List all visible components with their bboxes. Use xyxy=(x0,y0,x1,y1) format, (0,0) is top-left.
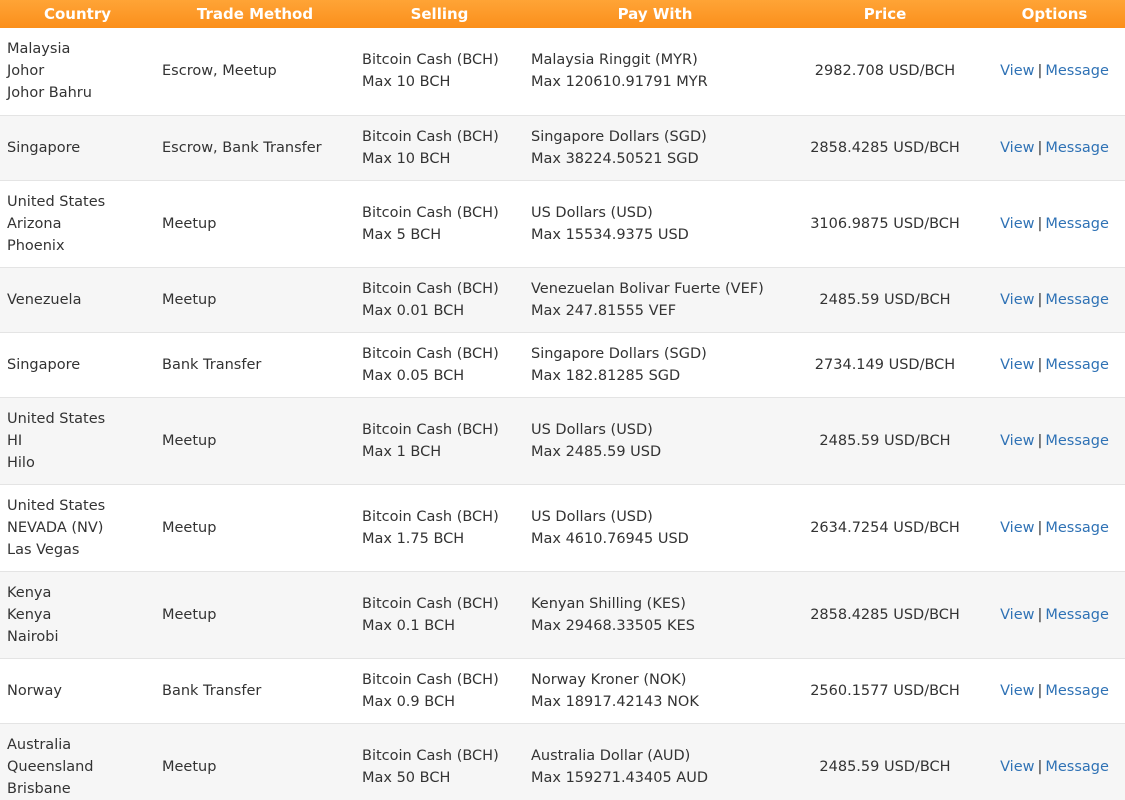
pay-with-cell-line: Max 38224.50521 SGD xyxy=(531,150,699,167)
table-row xyxy=(0,332,1125,397)
trade-method-cell: Escrow, Bank Transfer xyxy=(155,115,355,180)
price-cell: 3106.9875 USD/BCH xyxy=(786,180,984,267)
link-separator: | xyxy=(1037,139,1043,156)
options-cell xyxy=(984,28,1125,115)
pay-with-cell-line: Singapore Dollars (SGD) xyxy=(531,345,707,362)
table-row xyxy=(0,28,1125,115)
selling-cell-line: Bitcoin Cash (BCH) xyxy=(362,128,499,145)
selling-cell-line: Bitcoin Cash (BCH) xyxy=(362,421,499,438)
selling-cell xyxy=(355,484,524,571)
table-row xyxy=(0,658,1125,723)
selling-cell xyxy=(355,723,524,800)
link-separator: | xyxy=(1037,682,1043,699)
price-cell: 2485.59 USD/BCH xyxy=(786,267,984,332)
trade-method-cell: Bank Transfer xyxy=(155,658,355,723)
selling-cell-line: Bitcoin Cash (BCH) xyxy=(362,595,499,612)
view-link[interactable]: View xyxy=(1000,63,1035,80)
country-cell-line: United States xyxy=(7,497,106,514)
pay-with-cell-line: Norway Kroner (NOK) xyxy=(531,671,687,688)
pay-with-cell-line: Max 4610.76945 USD xyxy=(531,530,689,547)
price-cell: 2560.1577 USD/BCH xyxy=(786,658,984,723)
selling-cell-line: Bitcoin Cash (BCH) xyxy=(362,747,499,764)
message-link[interactable]: Message xyxy=(1045,291,1109,308)
pay-with-cell xyxy=(524,658,786,723)
country-cell xyxy=(0,484,155,571)
view-link[interactable]: View xyxy=(1000,432,1035,449)
pay-with-cell xyxy=(524,723,786,800)
trade-method-cell: Bank Transfer xyxy=(155,332,355,397)
country-cell-line: Arizona xyxy=(7,215,62,232)
column-header-options: Options xyxy=(1021,5,1088,23)
pay-with-cell-line: Max 15534.9375 USD xyxy=(531,226,689,243)
country-cell-line: Las Vegas xyxy=(7,541,80,558)
pay-with-cell-line: US Dollars (USD) xyxy=(531,204,653,221)
message-link[interactable]: Message xyxy=(1045,758,1109,775)
selling-cell xyxy=(355,115,524,180)
message-link[interactable]: Message xyxy=(1045,139,1109,156)
trade-method-cell: Meetup xyxy=(155,267,355,332)
selling-cell-line: Bitcoin Cash (BCH) xyxy=(362,280,499,297)
link-separator: | xyxy=(1037,606,1043,623)
country-cell xyxy=(0,397,155,484)
selling-cell-line: Bitcoin Cash (BCH) xyxy=(362,671,499,688)
column-header-price: Price xyxy=(863,5,907,23)
message-link[interactable]: Message xyxy=(1045,356,1109,373)
options-cell xyxy=(984,484,1125,571)
country-cell xyxy=(0,28,155,115)
country-cell-line: Kenya xyxy=(7,584,52,601)
price-cell: 2734.149 USD/BCH xyxy=(786,332,984,397)
table-row xyxy=(0,397,1125,484)
country-cell-line: United States xyxy=(7,410,106,427)
selling-cell xyxy=(355,571,524,658)
country-cell-line: Singapore xyxy=(7,139,81,156)
country-cell-line: HI xyxy=(7,432,23,449)
options-cell xyxy=(984,267,1125,332)
view-link[interactable]: View xyxy=(1000,519,1035,536)
options-cell xyxy=(984,397,1125,484)
link-separator: | xyxy=(1037,215,1043,232)
message-link[interactable]: Message xyxy=(1045,63,1109,80)
trade-method-cell: Meetup xyxy=(155,397,355,484)
country-cell-line: Queensland xyxy=(7,758,94,775)
column-header-country: Country xyxy=(43,5,112,23)
view-link[interactable]: View xyxy=(1000,291,1035,308)
pay-with-cell-line: Max 18917.42143 NOK xyxy=(531,693,699,710)
table-header xyxy=(0,0,1125,28)
trade-method-cell: Meetup xyxy=(155,571,355,658)
view-link[interactable]: View xyxy=(1000,606,1035,623)
table-row xyxy=(0,723,1125,800)
country-cell xyxy=(0,723,155,800)
selling-cell-line: Bitcoin Cash (BCH) xyxy=(362,52,499,69)
price-cell: 2982.708 USD/BCH xyxy=(786,28,984,115)
options-cell xyxy=(984,332,1125,397)
link-separator: | xyxy=(1037,519,1043,536)
pay-with-cell xyxy=(524,115,786,180)
country-cell xyxy=(0,571,155,658)
selling-cell xyxy=(355,180,524,267)
pay-with-cell xyxy=(524,28,786,115)
table-row xyxy=(0,115,1125,180)
link-separator: | xyxy=(1037,356,1043,373)
column-header-trade-method: Trade Method xyxy=(196,5,314,23)
trade-method-cell: Meetup xyxy=(155,484,355,571)
selling-cell-line: Max 1.75 BCH xyxy=(362,530,465,547)
selling-cell-line: Max 0.9 BCH xyxy=(362,693,455,710)
pay-with-cell-line: Max 2485.59 USD xyxy=(531,443,662,460)
table-row xyxy=(0,484,1125,571)
selling-cell-line: Max 0.05 BCH xyxy=(362,367,465,384)
message-link[interactable]: Message xyxy=(1045,519,1109,536)
pay-with-cell-line: US Dollars (USD) xyxy=(531,421,653,438)
price-cell: 2634.7254 USD/BCH xyxy=(786,484,984,571)
pay-with-cell xyxy=(524,484,786,571)
selling-cell xyxy=(355,28,524,115)
pay-with-cell-line: US Dollars (USD) xyxy=(531,508,653,525)
country-cell-line: Norway xyxy=(7,682,63,699)
options-cell xyxy=(984,180,1125,267)
link-separator: | xyxy=(1037,432,1043,449)
pay-with-cell-line: Max 247.81555 VEF xyxy=(531,302,677,319)
message-link[interactable]: Message xyxy=(1045,432,1109,449)
selling-cell-line: Max 1 BCH xyxy=(362,443,442,460)
selling-cell xyxy=(355,658,524,723)
message-link[interactable]: Message xyxy=(1045,606,1109,623)
selling-cell-line: Bitcoin Cash (BCH) xyxy=(362,508,499,525)
country-cell-line: Venezuela xyxy=(7,291,82,308)
country-cell-line: Phoenix xyxy=(7,237,65,254)
selling-cell-line: Max 5 BCH xyxy=(362,226,442,243)
view-link[interactable]: View xyxy=(1000,758,1035,775)
table-row xyxy=(0,571,1125,658)
pay-with-cell-line: Max 29468.33505 KES xyxy=(531,617,695,634)
link-separator: | xyxy=(1037,291,1043,308)
country-cell xyxy=(0,332,155,397)
selling-cell xyxy=(355,332,524,397)
price-cell: 2485.59 USD/BCH xyxy=(786,723,984,800)
message-link[interactable]: Message xyxy=(1045,215,1109,232)
country-cell-line: Johor Bahru xyxy=(7,85,92,102)
pay-with-cell xyxy=(524,332,786,397)
view-link[interactable]: View xyxy=(1000,682,1035,699)
selling-cell xyxy=(355,267,524,332)
pay-with-cell xyxy=(524,180,786,267)
country-cell xyxy=(0,658,155,723)
selling-cell-line: Max 50 BCH xyxy=(362,769,451,786)
selling-cell xyxy=(355,397,524,484)
options-cell xyxy=(984,115,1125,180)
price-cell: 2858.4285 USD/BCH xyxy=(786,571,984,658)
price-cell: 2485.59 USD/BCH xyxy=(786,397,984,484)
country-cell-line: Australia xyxy=(7,736,72,753)
pay-with-cell-line: Max 120610.91791 MYR xyxy=(531,74,708,91)
selling-cell-line: Bitcoin Cash (BCH) xyxy=(362,345,499,362)
link-separator: | xyxy=(1037,63,1043,80)
country-cell-line: Hilo xyxy=(7,454,35,471)
trade-method-cell: Meetup xyxy=(155,723,355,800)
country-cell-line: Singapore xyxy=(7,356,81,373)
pay-with-cell-line: Max 182.81285 SGD xyxy=(531,367,681,384)
country-cell-line: Nairobi xyxy=(7,628,59,645)
pay-with-cell-line: Kenyan Shilling (KES) xyxy=(531,595,686,612)
view-link[interactable]: View xyxy=(1000,356,1035,373)
pay-with-cell-line: Singapore Dollars (SGD) xyxy=(531,128,707,145)
country-cell xyxy=(0,115,155,180)
pay-with-cell-line: Venezuelan Bolivar Fuerte (VEF) xyxy=(531,280,764,297)
selling-cell-line: Max 0.01 BCH xyxy=(362,302,465,319)
trade-method-cell: Meetup xyxy=(155,180,355,267)
pay-with-cell-line: Malaysia Ringgit (MYR) xyxy=(531,52,698,69)
message-link[interactable]: Message xyxy=(1045,682,1109,699)
options-cell xyxy=(984,723,1125,800)
trade-method-cell: Escrow, Meetup xyxy=(155,28,355,115)
selling-cell-line: Max 10 BCH xyxy=(362,150,451,167)
selling-cell-line: Max 10 BCH xyxy=(362,74,451,91)
price-cell: 2858.4285 USD/BCH xyxy=(786,115,984,180)
column-header-pay-with: Pay With xyxy=(617,5,693,23)
selling-cell-line: Bitcoin Cash (BCH) xyxy=(362,204,499,221)
table-row xyxy=(0,180,1125,267)
country-cell-line: Brisbane xyxy=(7,780,71,797)
options-cell xyxy=(984,571,1125,658)
country-cell-line: United States xyxy=(7,193,106,210)
view-link[interactable]: View xyxy=(1000,139,1035,156)
view-link[interactable]: View xyxy=(1000,215,1035,232)
pay-with-cell xyxy=(524,571,786,658)
country-cell xyxy=(0,180,155,267)
country-cell-line: NEVADA (NV) xyxy=(7,519,104,536)
country-cell-line: Johor xyxy=(7,63,45,80)
pay-with-cell-line: Max 159271.43405 AUD xyxy=(531,769,708,786)
country-cell-line: Malaysia xyxy=(7,41,71,58)
pay-with-cell-line: Australia Dollar (AUD) xyxy=(531,747,691,764)
column-header-selling: Selling xyxy=(410,5,469,23)
pay-with-cell xyxy=(524,267,786,332)
country-cell xyxy=(0,267,155,332)
pay-with-cell xyxy=(524,397,786,484)
country-cell-line: Kenya xyxy=(7,606,52,623)
table-row xyxy=(0,267,1125,332)
options-cell xyxy=(984,658,1125,723)
link-separator: | xyxy=(1037,758,1043,775)
selling-cell-line: Max 0.1 BCH xyxy=(362,617,455,634)
